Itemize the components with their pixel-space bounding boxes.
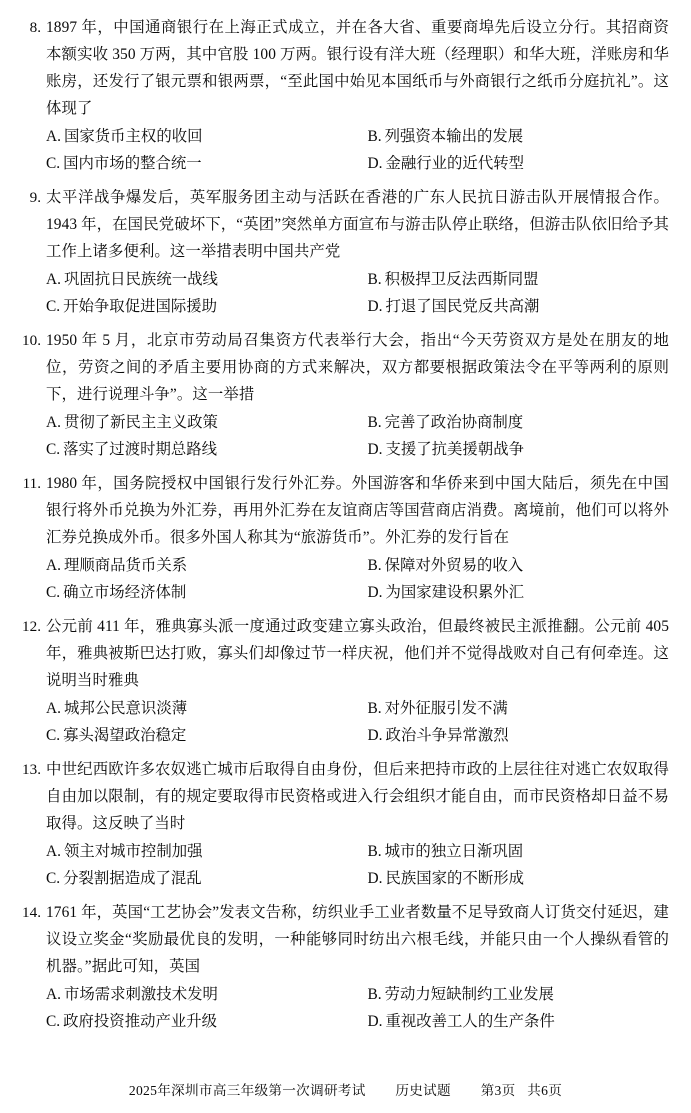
option-a[interactable] [46, 838, 358, 865]
option-label: C. [46, 155, 61, 172]
question-body [46, 613, 669, 749]
question-body [46, 899, 669, 1035]
option-a[interactable] [46, 409, 358, 436]
option-label: A. [46, 557, 61, 574]
option-a[interactable] [46, 695, 358, 722]
footer-total-label: 共6页 [527, 1083, 563, 1098]
option-b[interactable] [358, 838, 670, 865]
question-item [16, 327, 669, 463]
footer-page-label: 第3页 [480, 1083, 516, 1098]
question-stem: 中世纪西欧许多农奴逃亡城市后取得自由身份，但后来把持市政的上层往往对逃亡农奴取得自由加以限制，有的规定要取得市民资格或进入行会组织才能自由，而市民资格却日益不易取得。这反映了当时 [46, 761, 669, 832]
option-c[interactable] [46, 293, 358, 320]
option-c[interactable] [46, 865, 358, 892]
option-text: 理顺商品货币关系 [63, 557, 188, 574]
option-d[interactable] [358, 1008, 670, 1035]
option-label: D. [367, 441, 383, 458]
option-text: 开始争取促进国际援助 [63, 298, 218, 315]
option-list [46, 123, 669, 177]
option-text: 保障对外贸易的收入 [384, 557, 524, 574]
option-list [46, 409, 669, 463]
question-stem: 1980 年，国务院授权中国银行发行外汇券。外国游客和华侨来到中国大陆后，须先在中国银行将外币兑换为外汇券，再用外汇券在友谊商店等国营商店消费。离境前，他们可以将外汇券兑换成外币。很多外国人称其为“旅游货币”。外汇券的发行旨在 [46, 475, 669, 546]
option-text: 重视改善工人的生产条件 [385, 1013, 555, 1030]
option-text: 落实了过渡时期总路线 [63, 441, 218, 458]
question-number: 9. [29, 189, 41, 206]
option-c[interactable] [46, 150, 358, 177]
question-number: 11. [22, 475, 41, 492]
option-label: A. [46, 271, 61, 288]
option-label: B. [367, 414, 382, 431]
option-label: D. [367, 155, 383, 172]
option-text: 政治斗争异常激烈 [385, 727, 509, 744]
question-number: 8. [29, 19, 41, 36]
question-list [16, 14, 669, 1035]
option-d[interactable] [358, 436, 670, 463]
option-d[interactable] [358, 150, 670, 177]
option-label: A. [46, 700, 61, 717]
question-number: 10. [22, 332, 41, 349]
option-label: B. [367, 271, 382, 288]
option-text: 积极捍卫反法西斯同盟 [384, 271, 539, 288]
option-text: 金融行业的近代转型 [385, 155, 524, 172]
option-label: B. [367, 128, 382, 145]
page-footer [0, 1079, 691, 1099]
option-text: 领主对城市控制加强 [63, 843, 203, 860]
question-item [16, 184, 669, 320]
footer-subject: 历史试题 [395, 1083, 451, 1098]
option-b[interactable] [358, 266, 670, 293]
option-label: C. [46, 727, 61, 744]
option-text: 支援了抗美援朝战争 [385, 441, 524, 458]
question-body [46, 14, 669, 177]
option-list [46, 552, 669, 606]
question-body [46, 470, 669, 606]
option-c[interactable] [46, 436, 358, 463]
option-list [46, 266, 669, 320]
option-label: A. [46, 414, 61, 431]
question-stem: 1761 年，英国“工艺协会”发表文告称，纺织业手工业者数量不足导致商人订货交付延迟，建议设立奖金“奖励最优良的发明，一种能够同时纺出六根毛线，并能只由一个人操纵看管的机器。”据此可知，英国 [46, 904, 669, 975]
option-list [46, 981, 669, 1035]
option-label: C. [46, 298, 61, 315]
option-text: 列强资本输出的发展 [384, 128, 524, 145]
option-text: 确立市场经济体制 [63, 584, 187, 601]
option-label: A. [46, 843, 61, 860]
option-label: C. [46, 1013, 61, 1030]
option-text: 贯彻了新民主主义政策 [63, 414, 218, 431]
option-c[interactable] [46, 1008, 358, 1035]
question-number: 14. [22, 904, 41, 921]
option-text: 国家货币主权的收回 [63, 128, 203, 145]
question-stem: 1897 年，中国通商银行在上海正式成立，并在各大省、重要商埠先后设立分行。其招商资本额实收 350 万两，其中官股 100 万两。银行设有洋大班（经理职）和华大班，洋账房和华账房，还发行了银元票和银两票，“至此国中始见本国纸币与外商银行之纸币分庭抗礼”。这体现了 [46, 19, 669, 117]
option-text: 为国家建设积累外汇 [385, 584, 524, 601]
option-text: 对外征服引发不满 [384, 700, 508, 717]
question-body [46, 327, 669, 463]
question-stem: 太平洋战争爆发后，英军服务团主动与活跃在香港的广东人民抗日游击队开展情报合作。1943 年，在国民党破坏下，“英团”突然单方面宣布与游击队停止联络，但游击队依旧给予其工作上诸多便利。这一举措表明中国共产党 [46, 189, 669, 260]
option-label: C. [46, 584, 61, 601]
option-d[interactable] [358, 293, 670, 320]
question-number: 12. [22, 618, 41, 635]
option-label: D. [367, 584, 383, 601]
option-text: 打退了国民党反共高潮 [385, 298, 540, 315]
option-a[interactable] [46, 552, 358, 579]
option-c[interactable] [46, 722, 358, 749]
option-label: C. [46, 441, 61, 458]
option-text: 民族国家的不断形成 [385, 870, 524, 887]
option-d[interactable] [358, 865, 670, 892]
option-text: 国内市场的整合统一 [63, 155, 202, 172]
option-a[interactable] [46, 123, 358, 150]
option-label: A. [46, 128, 61, 145]
option-text: 城市的独立日渐巩固 [384, 843, 524, 860]
question-item [16, 613, 669, 749]
option-b[interactable] [358, 695, 670, 722]
option-label: A. [46, 986, 61, 1003]
option-label: D. [367, 1013, 383, 1030]
option-label: B. [367, 843, 382, 860]
option-text: 市场需求刺激技术发明 [63, 986, 218, 1003]
question-body [46, 756, 669, 892]
option-a[interactable] [46, 981, 358, 1008]
option-list [46, 838, 669, 892]
question-item [16, 14, 669, 177]
option-text: 巩固抗日民族统一战线 [63, 271, 218, 288]
option-text: 寡头渴望政治稳定 [63, 727, 187, 744]
question-stem: 公元前 411 年，雅典寡头派一度通过政变建立寡头政治，但最终被民主派推翻。公元前 405 年，雅典被斯巴达打败，寡头们却像过节一样庆祝，他们并不觉得战败对自己有何牵连。这说明当时雅典 [46, 618, 669, 689]
option-text: 完善了政治协商制度 [384, 414, 524, 431]
option-b[interactable] [358, 123, 670, 150]
option-label: B. [367, 986, 382, 1003]
footer-exam-title: 2025年深圳市高三年级第一次调研考试 [128, 1083, 366, 1098]
option-text: 分裂割据造成了混乱 [63, 870, 202, 887]
option-text: 劳动力短缺制约工业发展 [384, 986, 554, 1003]
option-list [46, 695, 669, 749]
question-body [46, 184, 669, 320]
option-label: D. [367, 870, 383, 887]
option-text: 政府投资推动产业升级 [63, 1013, 218, 1030]
option-c[interactable] [46, 579, 358, 606]
question-item [16, 470, 669, 606]
option-label: B. [367, 557, 382, 574]
option-d[interactable] [358, 579, 670, 606]
option-b[interactable] [358, 552, 670, 579]
option-d[interactable] [358, 722, 670, 749]
option-b[interactable] [358, 981, 670, 1008]
question-item [16, 899, 669, 1035]
option-label: D. [367, 727, 383, 744]
option-b[interactable] [358, 409, 670, 436]
option-label: C. [46, 870, 61, 887]
option-label: D. [367, 298, 383, 315]
question-stem: 1950 年 5 月，北京市劳动局召集资方代表举行大会，指出“今天劳资双方是处在朋友的地位，劳资之间的矛盾主要用协商的方式来解决，双方都要根据政策法令在平等两利的原则下，进行说理斗争”。这一举措 [46, 332, 669, 403]
option-text: 城邦公民意识淡薄 [63, 700, 188, 717]
option-a[interactable] [46, 266, 358, 293]
option-label: B. [367, 700, 382, 717]
question-number: 13. [22, 761, 41, 778]
question-item [16, 756, 669, 892]
